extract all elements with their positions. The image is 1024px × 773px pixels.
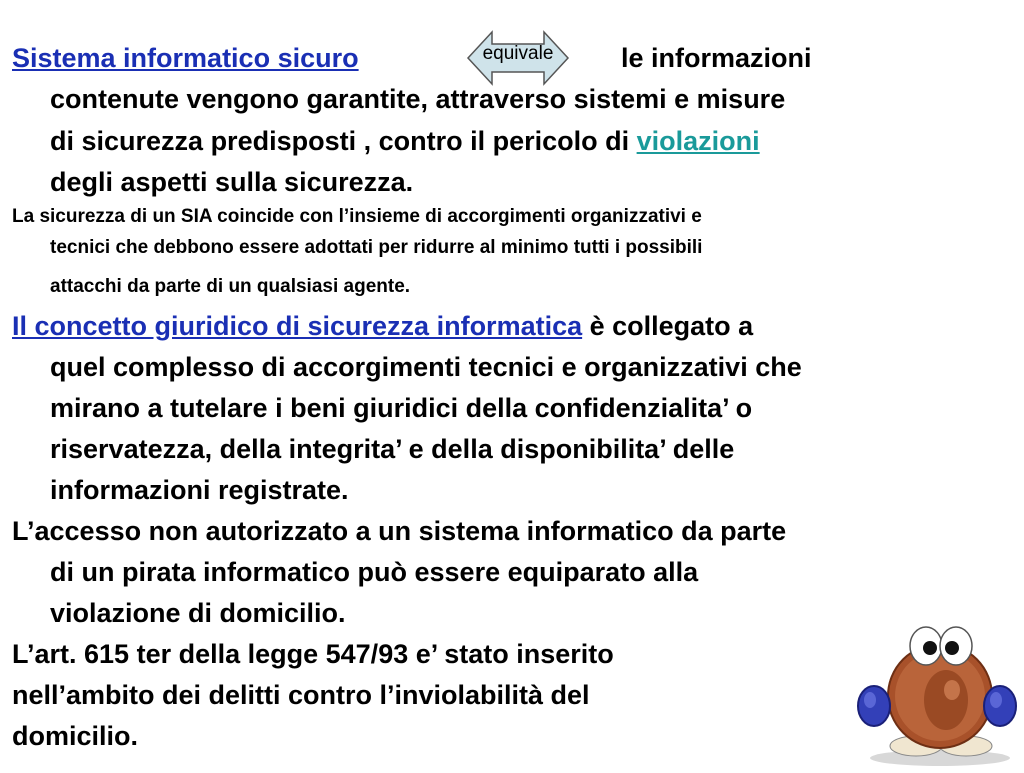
link-concetto-giuridico[interactable]: Il concetto giuridico di sicurezza informatica: [12, 311, 583, 341]
p2-line-2: tecnici che debbono essere adottati per ridurre al minimo tutti i possibili: [50, 237, 703, 258]
p3-line-1-rest: è collegato a: [582, 311, 754, 341]
coin-mascot: [848, 618, 1024, 768]
p3-line-5: informazioni registrate.: [50, 475, 349, 505]
p3-line-2: quel complesso di accorgimenti tecnici e organizzativi che: [50, 352, 802, 382]
p1-line-4: degli aspetti sulla sicurezza.: [50, 167, 414, 197]
equivale-badge: [466, 30, 570, 86]
p3-line-3: mirano a tutelare i beni giuridici della confidenzialita’ o: [50, 393, 753, 423]
p2-line-3: attacchi da parte di un qualsiasi agente.: [50, 276, 411, 297]
p2-line-1: La sicurezza di un SIA coincide con l’insieme di accorgimenti organizzativi e: [12, 206, 702, 227]
coin-mascot-icon: [848, 618, 1024, 768]
p4-line-2: di un pirata informatico può essere equiparato alla: [50, 557, 699, 587]
p3-line-4: riservatezza, della integrita’ e della disponibilita’ delle: [50, 434, 735, 464]
p1-line-3-text: di sicurezza predisposti , contro il pericolo di: [50, 126, 637, 156]
link-sistema-informatico-sicuro[interactable]: Sistema informatico sicuro: [12, 43, 359, 73]
p4-line-3: violazione di domicilio.: [50, 598, 346, 628]
link-violazioni[interactable]: violazioni: [636, 126, 760, 156]
p5-line-3: domicilio.: [12, 721, 139, 751]
badge-label: equivale: [482, 43, 554, 64]
p4-line-1: L’accesso non autorizzato a un sistema informatico da parte: [12, 516, 787, 546]
p1-line-1-rest: le informazioni: [621, 43, 812, 73]
p5-line-1: L’art. 615 ter della legge 547/93 e’ stato inserito: [12, 639, 614, 669]
p3-line-1: [12, 306, 753, 346]
p5-line-2: nell’ambito dei delitti contro l’inviolabilità del: [12, 680, 590, 710]
p1-line-2: contenute vengono garantite, attraverso sistemi e misure: [50, 84, 786, 114]
p1-line-3: [50, 121, 760, 161]
p1-line-1: [12, 38, 359, 78]
